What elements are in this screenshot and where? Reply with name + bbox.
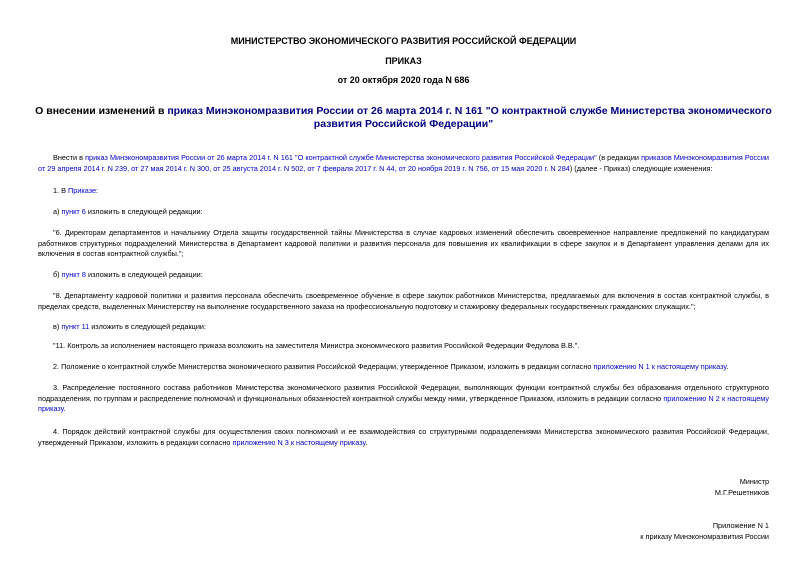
signature-block [715,476,769,498]
signature-position: Министр [739,477,769,486]
page-title [30,105,777,131]
quote-clause-8: "8. Департаменту кадровой политики и развития персонала обеспечить своевременное обучение в сфере закупок работников Министерства, предлагаемых для включения в состав контрактной службы, в пределах средств, выделенных Министерству на выполнение государственного заказа на профессиональную подготовку и стажировку федеральных государственных гражданских служащих."; [38,291,769,311]
appendix-3-link[interactable]: приложению N 3 к настоящему приказу [232,437,366,447]
ministry-heading: МИНИСТЕРСТВО ЭКОНОМИЧЕСКОГО РАЗВИТИЯ РОССИЙСКОЙ ФЕДЕРАЦИИ [230,36,577,46]
item-2-end: . [726,362,729,371]
item-3-text: 3. Распределение постоянного состава работников Министерства экономического развития Российской Федерации, выполняющих функции контрактной службы без образования отдельного структурного подразделения, по группам и распределение полномочий и функциональных обязанностей контрактной службы между ними, утвержденное Приказом, изложить в редакции согласно [38,383,769,403]
item-2-paragraph [38,362,769,373]
item-a-paragraph [38,207,769,218]
intro-paragraph [38,153,769,174]
order-link[interactable]: Приказе [68,186,97,195]
clause-11-link[interactable]: пункт 11 [61,322,90,331]
item-4-end: . [365,437,368,447]
item-3-paragraph [38,383,769,415]
item-1-colon: : [96,186,99,195]
intro-amendments-link[interactable]: приказов Минэкономразвития России от 29 апреля 2014 г. N 239, от 27 мая 2014 г. N 300, от 25 августа 2014 г. N 502, от 7 февраля 2017 г. N 44, от 20 ноября 2019 г. N 756, от 15 мая 2020 г. N 284 [38,153,769,173]
clause-6-link[interactable]: пункт 6 [61,207,86,216]
appendix-header [640,520,769,542]
signature-name: М.Г.Решетников [714,488,769,497]
item-3-end: . [63,404,66,414]
quote-clause-6: "6. Директорам департаментов и начальнику Отдела защиты государственной тайны Министерства в случае кадровых изменений обеспечить своевременное направление предложений по кандидатурам работников структурных подразделений Министерства в Департамент кадровой политики и развития персонала для повышения их квалификации в сфере закупок и в Департамент управления делами для их включения в состав контрактной службы."; [38,228,769,259]
item-4-paragraph [38,427,769,448]
intro-text-1: Внести в [53,153,86,162]
item-4-text: 4. Порядок действий контрактной службы для осуществления своих полномочий и ее взаимодействия со структурными подразделениями Министерства экономического развития Российской Федерации, утвержденный Приказом, изложить в редакции согласно [38,427,769,447]
item-a-text: а) [53,207,62,216]
appendix-title: Приложение N 1 [712,521,769,530]
appendix-2-link[interactable]: приложению N 2 к настоящему приказу [38,393,769,414]
clause-8-link[interactable]: пункт 8 [61,270,86,279]
intro-text-2: (в редакции [596,153,642,162]
item-2-text: 2. Положение о контрактной службе Министерства экономического развития Российской Федерации, утвержденное Приказом, изложить в редакции согласно [53,362,594,371]
appendix-ref: к приказу Минэкономразвития России [640,532,769,541]
item-1-text: 1. В [53,186,69,195]
item-b-text-2: изложить в следующей редакции: [85,270,203,279]
item-v-text-2: изложить в следующей редакции: [89,322,207,331]
intro-text-3: ) (далее - Приказ) следующие изменения: [569,163,713,173]
title-order-link[interactable]: приказ Минэкономразвития России от 26 марта 2014 г. N 161 "О контрактной службе Министерства экономического развития Российской Федерации" [167,105,772,130]
item-v-text: в) [53,322,62,331]
quote-clause-11: "11. Контроль за исполнением настоящего приказа возложить на заместителя Министра экономического развития Российской Федерации Федулова В.В.". [53,341,580,350]
item-b-paragraph [38,270,769,281]
item-v-paragraph [38,322,769,333]
date-number-heading: от 20 октября 2020 года N 686 [337,75,470,85]
doc-type-heading: ПРИКАЗ [385,56,422,66]
item-b-text: б) [53,270,62,279]
appendix-1-link[interactable]: приложению N 1 к настоящему приказу [593,362,727,371]
title-prefix: О внесении изменений в [35,105,168,117]
item-1-paragraph [38,186,769,197]
intro-order-link[interactable]: приказ Минэкономразвития России от 26 марта 2014 г. N 161 "О контрактной службе Министерства экономического развития Российской Федерации" [85,153,597,162]
item-a-text-2: изложить в следующей редакции: [85,207,203,216]
